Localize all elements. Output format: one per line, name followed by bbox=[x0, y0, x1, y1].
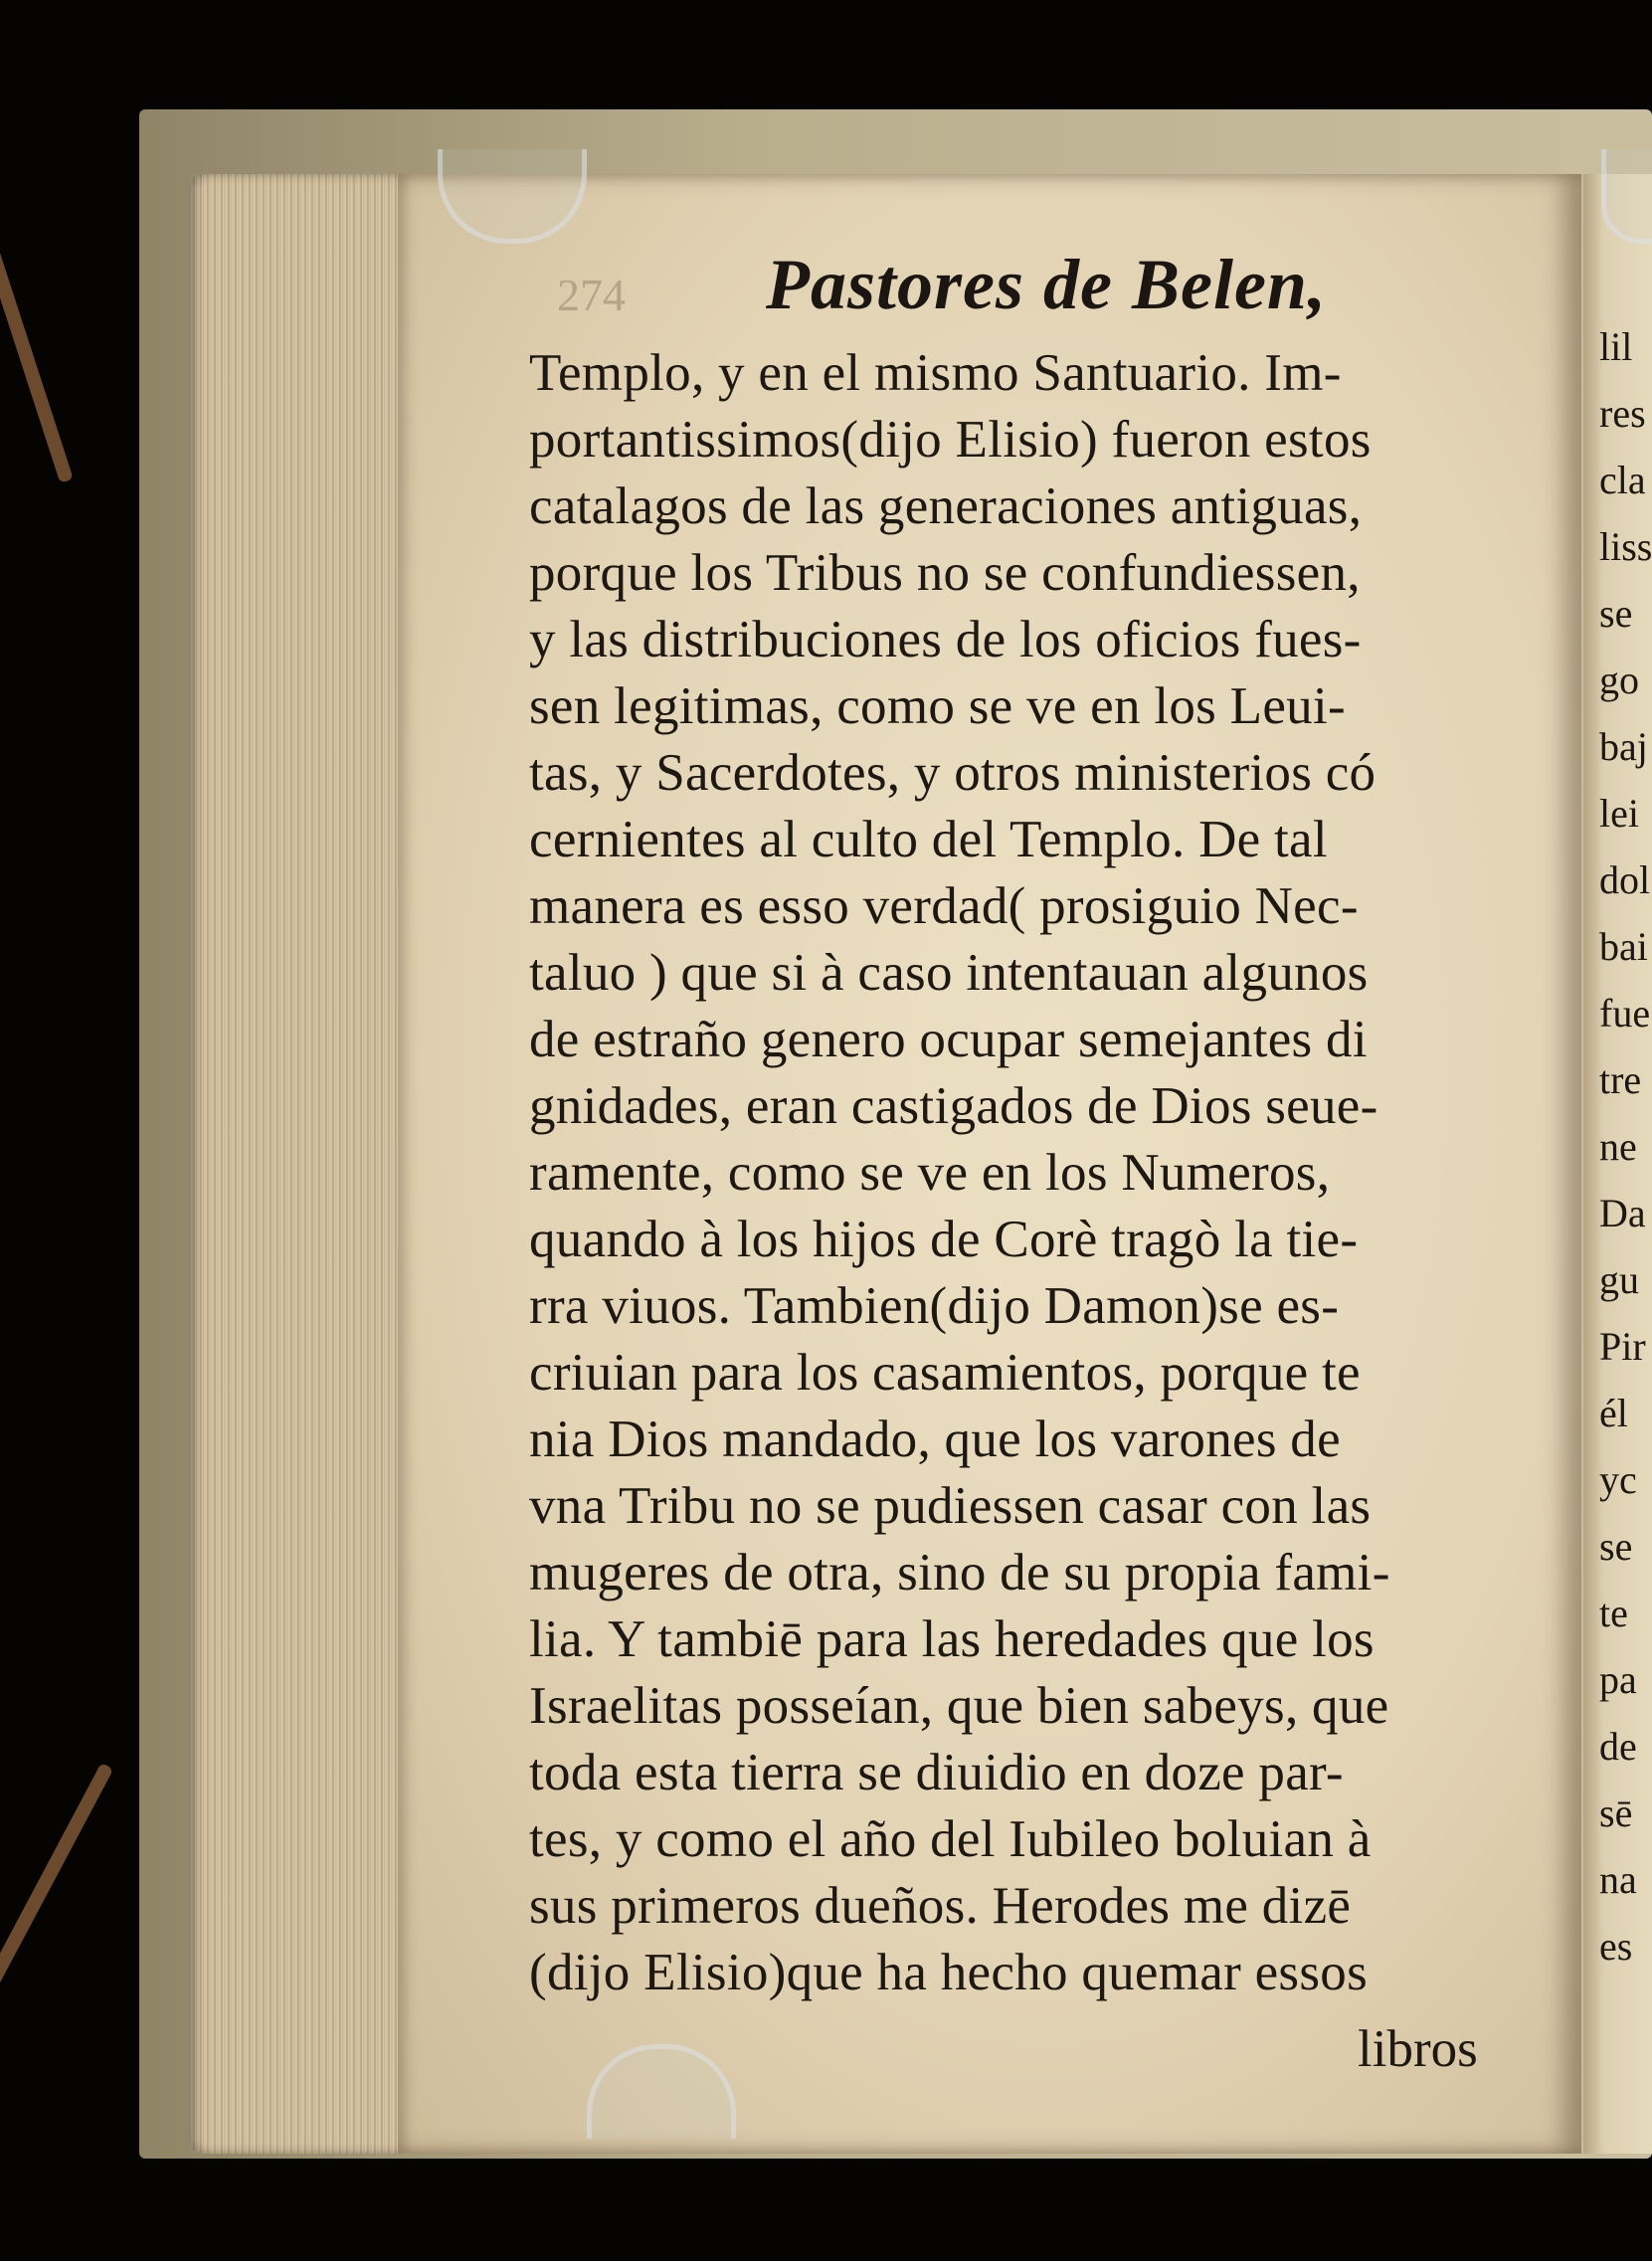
right-page-fragment bbox=[1583, 174, 1652, 2154]
right-page-word-fragment: lil bbox=[1599, 324, 1633, 369]
text-line: Israelitas posseían, que bien sabeys, que bbox=[529, 1677, 1389, 1735]
right-page-word-fragment: go bbox=[1599, 658, 1639, 702]
text-line: catalagos de las generaciones antiguas, bbox=[529, 477, 1363, 535]
text-line: de estraño genero ocupar semejantes di bbox=[529, 1011, 1368, 1068]
right-page-word-fragment: cla bbox=[1599, 458, 1646, 502]
right-page-word-fragment: pa bbox=[1599, 1657, 1637, 1702]
binding-string bbox=[0, 1763, 113, 1997]
text-line: tes, y como el año del Iubileo boluian à bbox=[529, 1810, 1372, 1868]
right-page-word-fragment: dol bbox=[1599, 857, 1651, 902]
right-page-word-fragment: es bbox=[1599, 1924, 1633, 1969]
right-page-word-fragment: se bbox=[1599, 591, 1633, 636]
text-line: Templo, y en el mismo Santuario. Im- bbox=[529, 344, 1342, 402]
running-header: Pastores de Belen, bbox=[766, 245, 1327, 324]
right-page-word-fragment: él bbox=[1599, 1391, 1628, 1435]
page-number: 274 bbox=[557, 270, 626, 320]
binding-string bbox=[0, 233, 74, 483]
right-page-word-fragment: tre bbox=[1599, 1057, 1642, 1102]
text-line: taluo ) que si à caso intentauan algunos bbox=[529, 944, 1369, 1002]
right-page-word-fragment: fue bbox=[1599, 991, 1651, 1036]
right-page-word-fragment: baj bbox=[1599, 724, 1648, 769]
text-line: portantissimos(dijo Elisio) fueron estos bbox=[529, 411, 1372, 469]
text-line: quando à los hijos de Corè tragò la tie- bbox=[529, 1211, 1359, 1268]
page-edges bbox=[189, 174, 413, 2154]
text-line: mugeres de otra, sino de su propia fami- bbox=[529, 1544, 1390, 1602]
right-page-word-fragment: yc bbox=[1599, 1457, 1637, 1502]
right-page-word-fragment: te bbox=[1599, 1591, 1628, 1635]
right-page-word-fragment: na bbox=[1599, 1857, 1637, 1902]
right-page-word-fragment: lei bbox=[1599, 791, 1639, 836]
right-page-word-fragment: liss bbox=[1599, 524, 1652, 569]
text-line: lia. Y tambiē para las heredades que los bbox=[529, 1610, 1375, 1668]
text-line: sus primeros dueños. Herodes me dizē bbox=[529, 1877, 1352, 1935]
text-line: y las distribuciones de los oficios fues- bbox=[529, 611, 1362, 668]
text-line: tas, y Sacerdotes, y otros ministerios có bbox=[529, 744, 1377, 802]
right-page-word-fragment: de bbox=[1599, 1724, 1637, 1769]
text-line: criuian para los casamientos, porque te bbox=[529, 1344, 1361, 1402]
right-page-word-fragment: res bbox=[1599, 391, 1646, 436]
right-page-word-fragment: bai bbox=[1599, 924, 1648, 969]
right-page-word-fragment: Pir bbox=[1599, 1324, 1646, 1369]
right-page-word-fragment: se bbox=[1599, 1524, 1633, 1569]
text-line: cernientes al culto del Templo. De tal bbox=[529, 811, 1328, 868]
text-line: vna Tribu no se pudiessen casar con las bbox=[529, 1477, 1372, 1535]
text-line: gnidades, eran castigados de Dios seue- bbox=[529, 1077, 1378, 1135]
right-page-word-fragment: ne bbox=[1599, 1124, 1637, 1169]
text-line: ramente, como se ve en los Numeros, bbox=[529, 1144, 1331, 1202]
text-line: nia Dios mandado, que los varones de bbox=[529, 1411, 1341, 1468]
catchword: libros bbox=[1358, 2020, 1478, 2078]
text-line: toda esta tierra se diuidio en doze par- bbox=[529, 1744, 1344, 1801]
text-line: sen legitimas, como se ve en los Leui- bbox=[529, 677, 1346, 735]
right-page-word-fragment: Da bbox=[1599, 1191, 1646, 1235]
text-line: (dijo Elisio)que ha hecho quemar essos bbox=[529, 1944, 1368, 2001]
right-page-word-fragment: sē bbox=[1599, 1790, 1633, 1835]
text-line: porque los Tribus no se confundiessen, bbox=[529, 544, 1361, 602]
right-page-word-fragment: gu bbox=[1599, 1257, 1639, 1302]
text-line: manera es esso verdad( prosiguio Nec- bbox=[529, 877, 1359, 935]
text-line: rra viuos. Tambien(dijo Damon)se es- bbox=[529, 1277, 1340, 1335]
